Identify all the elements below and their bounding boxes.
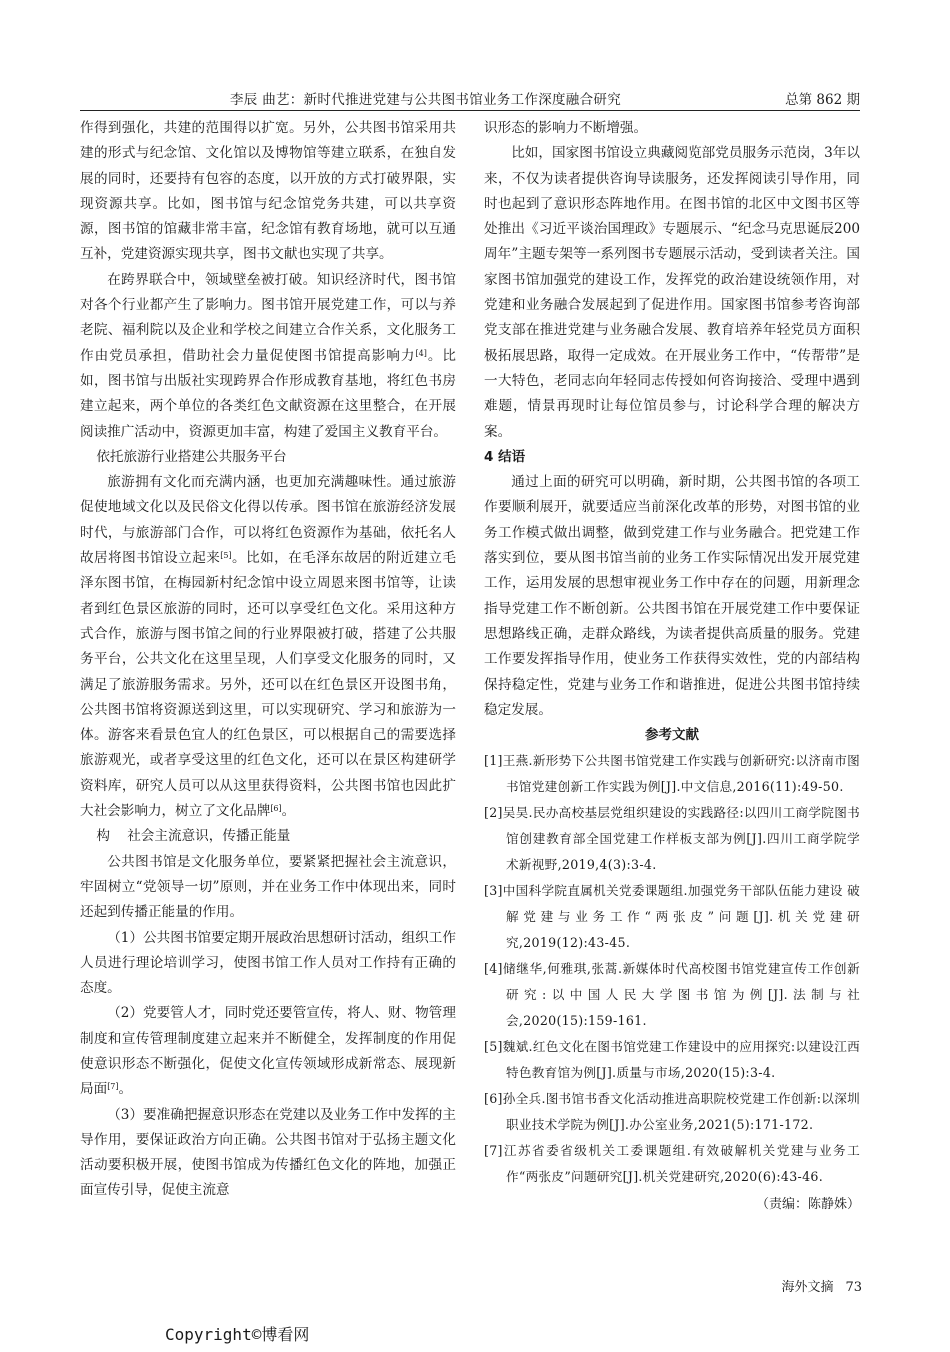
left-column bbox=[80, 116, 456, 1204]
paragraph-text: 旅游拥有文化而充满内涵，也更加充满趣味性。通过旅游促使地域文化以及民俗文化得以传承。图书馆在旅游经济发展时代，与旅游部门合作，可以将红色资源作为基础，依托名人故居将图书馆设立起来 bbox=[80, 474, 456, 567]
paragraph bbox=[80, 470, 456, 824]
paragraph: 比如，国家图书馆设立典藏阅览部党员服务示范岗，3年以来，不仅为读者提供咨询导读服务，还发挥阅读引导作用，同时也起到了意识形态阵地作用。在图书馆的北区中文图书区等处推出《习近平谈治国理政》专题展示、“纪念马克思诞辰200周年”主题专架等一系列图书专题展示活动，受到读者关注。国家图书馆加强党的建设工作，发挥党的政治建设统领作用，对党建和业务融合发展起到了促进作用。国家图书馆参考咨询部党支部在推进党建与业务融合发展、教育培养年轻党员方面积极拓展思路，取得一定成效。在开展业务工作中，“传帮带”是一大特色，老同志向年轻同志传授如何咨询接洽、受理中遇到难题，情景再现时让每位馆员参与，讨论科学合理的解决方案。 bbox=[484, 145, 860, 440]
reference-item: [7]江苏省委省级机关工委课题组.有效破解机关党建与业务工作“两张皮”问题研究[J].机关党建研究,2020(6):43-46. bbox=[484, 1143, 860, 1185]
running-header bbox=[80, 88, 860, 111]
copyright-notice: Copyright©博看网 bbox=[165, 1325, 310, 1344]
paragraph-text: 。 bbox=[281, 803, 296, 820]
subsection-heading: 依托旅游行业搭建公共服务平台 bbox=[96, 448, 287, 465]
citation-ref: [5] bbox=[220, 551, 232, 561]
paragraph: （3）要准确把握意识形态在党建以及业务工作中发挥的主导作用，要保证政治方向正确。公共图书馆对于弘扬主题文化活动要积极开展，使图书馆成为传播红色文化的阵地，加强正面宣传引导，促使主流意 bbox=[80, 1106, 456, 1199]
paragraph: 公共图书馆是文化服务单位，要紧紧把握社会主流意识，牢固树立“党领导一切”原则，并在业务工作中体现出来，同时还起到传播正能量的作用。 bbox=[80, 853, 456, 921]
paragraph-text: 。 bbox=[118, 1081, 133, 1098]
reference-item: [6]孙全兵.图书馆书香文化活动推进高职院校党建工作创新:以深圳职业技术学院为例[J].办公室业务,2021(5):171-172. bbox=[484, 1091, 860, 1133]
paragraph: （1）公共图书馆要定期开展政治思想研讨活动，组织工作人员进行理论培训学习，使图书馆工作人员对工作持有正确的态度。 bbox=[80, 929, 456, 997]
reference-item: [2]吴昊.民办高校基层党组织建设的实践路径:以四川工商学院图书馆创建教育部全国党建工作样板支部为例[J].四川工商学院学术新视野,2019,4(3):3-4. bbox=[484, 805, 860, 873]
header-title: 李辰 曲艺：新时代推进党建与公共图书馆业务工作深度融合研究 bbox=[230, 92, 621, 108]
paragraph bbox=[80, 268, 456, 445]
page-number: 73 bbox=[845, 1280, 862, 1295]
citation-ref: [6] bbox=[270, 804, 282, 814]
journal-name: 海外文摘 bbox=[781, 1280, 834, 1295]
reference-item: [4]储继华,何雅琪,张蒿.新媒体时代高校图书馆党建宣传工作创新研究:以中国人民大学图书馆为例[J].法制与社会,2020(15):159-161. bbox=[484, 961, 860, 1029]
paragraph-text: 。比如，图书馆与出版社实现跨界合作形成教育基地，将红色书房建立起来，两个单位的各类红色文献资源在这里整合，在开展阅读推广活动中，资源更加丰富，构建了爱国主义教育平台。 bbox=[80, 347, 457, 440]
subsection-heading: 构 社会主流意识，传播正能量 bbox=[96, 828, 291, 845]
paragraph: 识形态的影响力不断增强。 bbox=[484, 120, 648, 136]
page-footer bbox=[769, 1276, 862, 1295]
reference-item: [3]中国科学院直属机关党委课题组.加强党务干部队伍能力建设 破解党建与业务工作“两张皮”问题[J].机关党建研究,2019(12):43-45. bbox=[484, 883, 860, 951]
paragraph: 通过上面的研究可以明确，新时期，公共图书馆的各项工作要顺利展开，就要适应当前深化改革的形势，对图书馆的业务工作模式做出调整，做到党建工作与业务融合。把党建工作落实到位，要从图书馆当前的业务工作实际情况出发开展党建工作，运用发展的思想审视业务工作中存在的问题，用新理念指导党建工作不断创新。公共图书馆在开展党建工作中要保证思想路线正确，走群众路线，为读者提供高质量的服务。党建工作要发挥指导作用，使业务工作获得实效性，党的内部结构保持稳定性，党建与业务工作和谐推进，促进公共图书馆持续稳定发展。 bbox=[484, 474, 860, 718]
paragraph-text: 。比如，在毛泽东故居的附近建立毛泽东图书馆，在梅园新村纪念馆中设立周恩来图书馆等，让读者到红色景区旅游的同时，还可以享受红色文化。采用这种方式合作，旅游与图书馆之间的行业界限被打破，搭建了公共服务平台，公共文化在这里呈现，人们享受文化服务的同时，又满足了旅游服务需求。另外，还可以在红色景区开设图书角，公共图书馆将资源送到这里，可以实现研究、学习和旅游为一体。游客来看景色宜人的红色景区，可以根据自己的需要选择旅游观光，或者享受这里的红色文化，还可以在景区构建研学资料库，研究人员可以从这里获得资料，公共图书馆也因此扩大社会影响力，树立了文化品牌 bbox=[80, 550, 457, 820]
citation-ref: [7] bbox=[107, 1082, 119, 1092]
section-heading: 4 结语 bbox=[484, 448, 526, 465]
paragraph: 作得到强化，共建的范围得以扩宽。另外，公共图书馆采用共建的形式与纪念馆、文化馆以及博物馆等建立联系，在独自发展的同时，还要持有包容的态度，以开放的方式打破界限，实现资源共享。比如，图书馆与纪念馆党务共建，可以共享资源，图书馆的馆藏非常丰富，纪念馆有教育场地，就可以互通互补，党建资源实现共享，图书文献也实现了共享。 bbox=[80, 120, 456, 263]
citation-ref: [4] bbox=[415, 348, 427, 358]
paragraph-text: （2）党要管人才，同时党还要管宣传，将人、财、物管理制度和宣传管理制度建立起来并不断健全，发挥制度的作用促使意识形态不断强化，促使文化宣传领域形成新常态、展现新局面 bbox=[80, 1005, 456, 1098]
reference-item: [1]王燕.新形势下公共图书馆党建工作实践与创新研究:以济南市图书馆党建创新工作实践为例[J].中文信息,2016(11):49-50. bbox=[484, 753, 860, 795]
reference-list bbox=[484, 748, 860, 1190]
paragraph bbox=[80, 1001, 456, 1102]
header-issue-number: 总第 862 期 bbox=[785, 92, 860, 108]
paragraph-text: 在跨界联合中，领域壁垒被打破。知识经济时代，图书馆对各个行业都产生了影响力。图书馆开展党建工作，可以与养老院、福利院以及企业和学校之间建立合作关系，文化服务工作由党员承担，借助社会力量促使图书馆提高影响力 bbox=[80, 271, 456, 364]
editor-credit: （责编：陈静姝） bbox=[755, 1197, 860, 1213]
right-column bbox=[484, 116, 860, 1218]
references-title: 参考文献 bbox=[645, 727, 699, 744]
reference-item: [5]魏斌.红色文化在图书馆党建工作建设中的应用探究:以建设江西特色教育馆为例[J].质量与市场,2020(15):3-4. bbox=[484, 1039, 860, 1081]
